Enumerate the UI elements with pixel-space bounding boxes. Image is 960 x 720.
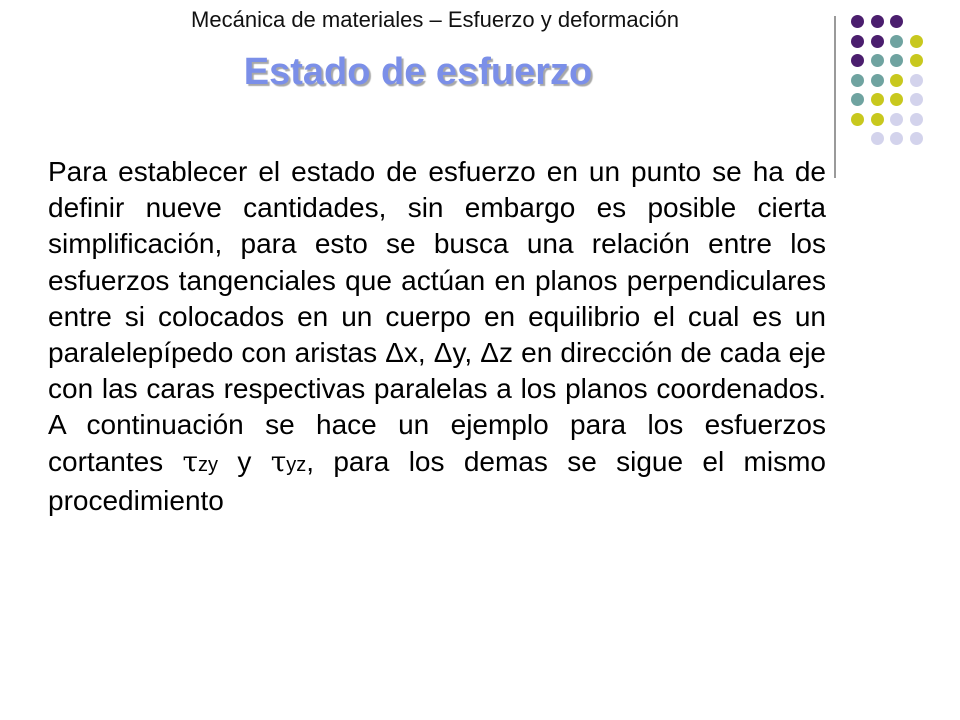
decorative-dot (871, 54, 884, 67)
decorative-dot (871, 35, 884, 48)
body-paragraph (48, 154, 826, 519)
vertical-divider (834, 16, 836, 178)
decorative-dot (910, 113, 923, 126)
decorative-dot (910, 74, 923, 87)
decorative-dot (871, 113, 884, 126)
course-header: Mecánica de materiales – Esfuerzo y deformación (191, 7, 679, 32)
subscript-zy: zy (198, 453, 219, 476)
paragraph-end-text: , para los demas se sigue el mismo procedimiento (48, 445, 826, 516)
tau-symbol: τ (182, 444, 199, 478)
decorative-dot (890, 15, 903, 28)
slide-title: Estado de esfuerzo (243, 51, 593, 93)
decorative-dot (890, 132, 903, 145)
decorative-dot (871, 132, 884, 145)
decorative-dot (871, 15, 884, 28)
decorative-dot (890, 54, 903, 67)
decorative-dot (910, 93, 923, 106)
decorative-dot (851, 35, 864, 48)
decorative-dot (851, 93, 864, 106)
paragraph-text: Para establecer el estado de esfuerzo en un punto se ha de definir nueve cantidades, sin embargo es posible cierta simplificación, para esto se busca una relación entre los esfuerzos tangenciales que actúan en planos perpendiculares entre si colocados en un cuerpo en equilibrio el cual es un paralelepípedo con aristas Δx, Δy, Δz en dirección de cada eje con las caras respectivas paralelas a los planos coordenados. A continuación se hace un ejemplo para los esfuerzos cortantes (48, 156, 826, 477)
decorative-dot (910, 54, 923, 67)
decorative-dot (910, 132, 923, 145)
decorative-dot (890, 93, 903, 106)
decorative-dot (890, 74, 903, 87)
decorative-dot (871, 74, 884, 87)
subscript-yz: yz (286, 453, 307, 476)
tau-symbol: τ (270, 444, 287, 478)
decorative-dot (851, 113, 864, 126)
decorative-dot (890, 35, 903, 48)
decorative-dot (871, 93, 884, 106)
decorative-dot (890, 113, 903, 126)
decorative-dot (910, 35, 923, 48)
decorative-dot (851, 54, 864, 67)
decorative-dot (851, 74, 864, 87)
connector-text: y (218, 445, 271, 477)
